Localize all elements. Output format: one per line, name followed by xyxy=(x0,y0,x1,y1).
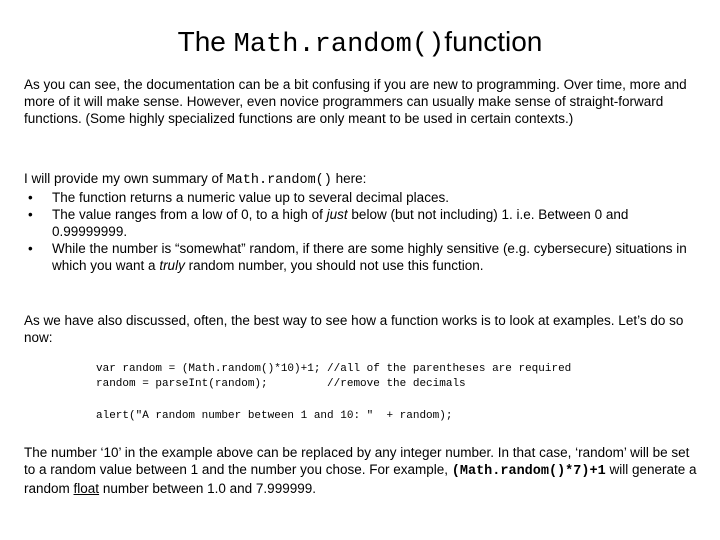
code-block-alert xyxy=(96,409,696,424)
examples-intro: As we have also discussed, often, the best way to see how a function works is to look at examples. Let’s do so now: xyxy=(24,313,684,345)
bullet-text: random number, you should not use this function. xyxy=(184,258,484,273)
intro-paragraph: As you can see, the documentation can be a bit confusing if you are new to programming. Over time, more and more of it will make sense. However, even novice programmers can usually make sense of straight-forward functions. (Some highly specialized functions are only meant to be used in certain contexts.) xyxy=(24,77,687,126)
code-line: alert("A random number between 1 and 10: " + random); xyxy=(96,410,453,422)
summary-list xyxy=(24,189,704,274)
closing-text: will generate a random xyxy=(24,462,697,496)
bullet-emphasis: truly xyxy=(159,258,185,273)
title-suffix: function xyxy=(444,26,543,57)
bullet-icon: • xyxy=(28,241,33,256)
bullet-text: The value ranges from a low of 0, to a high of xyxy=(52,207,327,222)
title-code: Math.random() xyxy=(233,30,445,60)
bullet-text: While the number is “somewhat” random, if there are some highly sensitive (e.g. cybersecure) situations in which you want a xyxy=(52,241,687,273)
float-link[interactable]: float xyxy=(73,481,100,496)
code-line: var random = (Math.random()*10)+1; //all of the parentheses are required xyxy=(96,363,572,375)
closing-text: The number ‘10’ in the example above can be replaced by any integer number. In that case, ‘random’ will be set to a random value between 1 and the number you chose. For example, xyxy=(24,445,690,477)
summary-lead-text: I will provide my own summary of xyxy=(24,171,227,186)
code-block xyxy=(96,362,696,392)
summary-lead-after: here: xyxy=(331,171,367,186)
code-line: random = parseInt(random); //remove the decimals xyxy=(96,378,466,390)
bullet-icon: • xyxy=(28,190,33,205)
bullet-icon: • xyxy=(28,207,33,222)
list-item xyxy=(24,240,704,274)
page-title xyxy=(0,24,720,63)
closing-code: (Math.random()*7)+1 xyxy=(451,464,606,479)
list-item xyxy=(24,206,704,240)
closing-paragraph xyxy=(24,444,704,497)
list-item xyxy=(24,189,704,206)
bullet-emphasis: just xyxy=(326,207,348,222)
bullet-text: below (but not including) 1. i.e. Between 0 and 0.99999999. xyxy=(52,207,629,239)
summary-lead xyxy=(24,170,704,189)
bullet-text: The function returns a numeric value up to several decimal places. xyxy=(52,190,449,205)
summary-section xyxy=(24,170,704,274)
title-prefix: The xyxy=(177,26,234,57)
summary-lead-code: Math.random() xyxy=(226,173,332,188)
closing-text: number between 1.0 and 7.999999. xyxy=(99,481,316,496)
